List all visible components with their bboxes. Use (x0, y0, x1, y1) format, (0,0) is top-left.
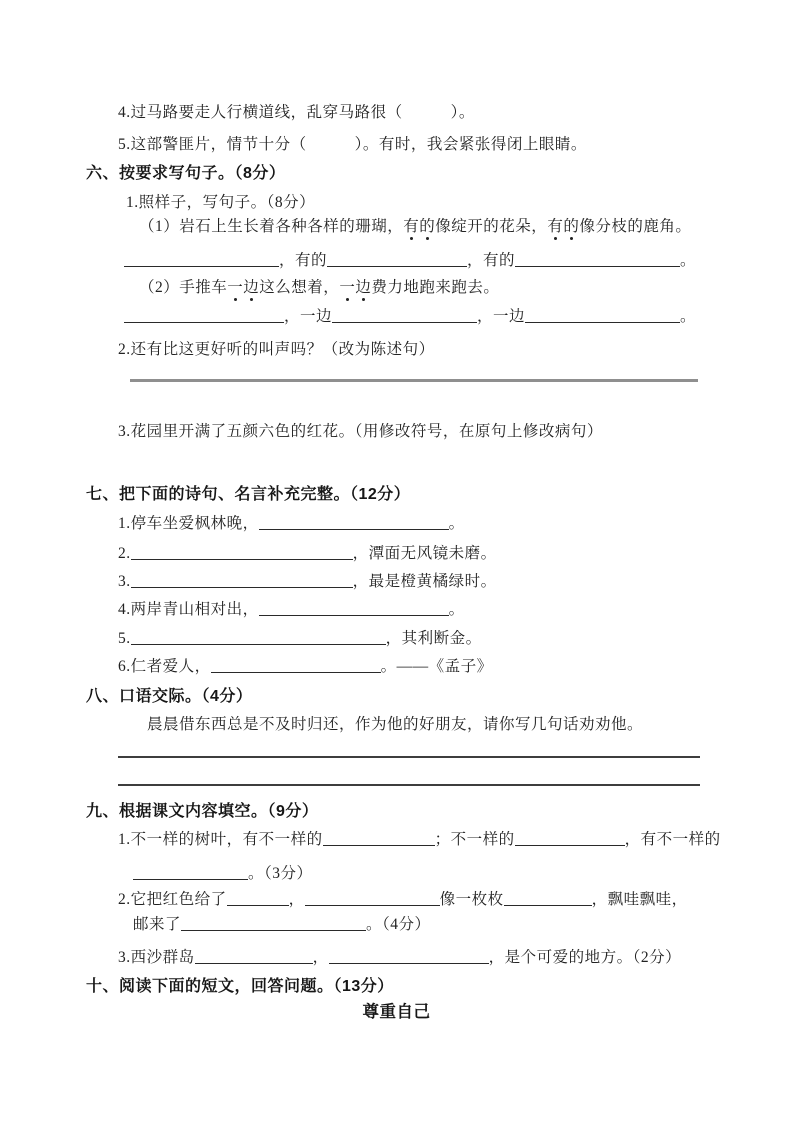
text-run: 八、口语交际。（4分） (86, 688, 253, 705)
text-run: 费力地跑来跑去。 (371, 279, 500, 296)
text-run: 像绽开的花朵， (435, 218, 548, 235)
text-run: 2. (118, 545, 131, 562)
section-8-header (86, 686, 252, 707)
fill-in-blank (131, 631, 386, 645)
text-run: 这么想着， (259, 279, 340, 296)
text-run: ，有的 (279, 252, 328, 269)
text-run: 。 (680, 308, 697, 325)
text-run: 晨晨借东西总是不及时归还，作为他的好朋友，请你写几句话劝劝他。 (147, 716, 644, 733)
emphasized-run: 一边 (339, 279, 372, 296)
text-run: （2）手推车 (139, 279, 228, 296)
text-run: 像分枝的鹿角。 (579, 218, 692, 235)
fill-in-blank (525, 309, 680, 323)
fill-in-blank (515, 253, 680, 267)
text-run: 3.花园里开满了五颜六色的红花。（用修改符号，在原句上修改病句） (118, 423, 603, 440)
text-run: ，有的 (467, 252, 516, 269)
section-6-q1-answer-2 (124, 306, 696, 327)
text-run: ， (288, 891, 305, 908)
emphasized-run: 一边 (227, 279, 260, 296)
word-fill-item-4 (118, 102, 475, 123)
text-run: ，最是橙黄橘绿时。 (352, 573, 497, 590)
text-run: ，飘哇飘哇， (591, 891, 688, 908)
section-6-q1-example-2 (139, 277, 499, 298)
text-run: 九、根据课文内容填空。（9分） (86, 803, 319, 820)
text-run: 。（3分） (248, 865, 313, 882)
text-run: 1.照样子，写句子。（8分） (126, 194, 316, 211)
fill-in-blank (259, 516, 449, 530)
section-6-header (86, 163, 285, 184)
text-run: 6.仁者爱人， (118, 658, 211, 675)
section-7-item-1 (118, 513, 465, 534)
text-run: 。——《孟子》 (380, 658, 493, 675)
fill-in-blank (259, 602, 449, 616)
text-run: ， (312, 949, 329, 966)
section-6-q1-example-1 (139, 216, 691, 237)
section-8-answer-rule-2 (118, 784, 700, 786)
text-run: ，是个可爱的地方。（2分） (488, 949, 682, 966)
section-7-item-5 (118, 628, 482, 649)
section-7-item-2 (118, 543, 497, 564)
text-run: 邮来了 (133, 916, 182, 933)
text-run: 像一枚枚 (439, 891, 504, 908)
fill-in-blank (332, 309, 477, 323)
section-6-q1-answer-1 (124, 250, 696, 271)
fill-in-blank (329, 950, 489, 964)
text-run: 。 (680, 252, 697, 269)
text-run: 3. (118, 573, 131, 590)
section-6-q2-answer-rule (130, 379, 698, 382)
fill-in-blank (504, 892, 592, 906)
text-run: （1）岩石上生长着各种各样的珊瑚， (139, 218, 404, 235)
section-9-header (86, 801, 318, 822)
text-run: 2.它把红色给了 (118, 891, 227, 908)
fill-in-blank (227, 892, 289, 906)
text-run: 六、按要求写句子。（8分） (86, 165, 286, 182)
section-10-header (86, 976, 394, 997)
text-run: 5. (118, 630, 131, 647)
fill-in-blank (323, 832, 435, 846)
fill-in-blank (131, 546, 353, 560)
text-run: ，其利断金。 (385, 630, 482, 647)
section-9-item-3 (118, 947, 681, 968)
text-run: ，潭面无风镜未磨。 (352, 545, 497, 562)
text-run: 4.两岸青山相对出， (118, 601, 259, 618)
section-7-item-4 (118, 599, 465, 620)
text-run: 尊重自己 (362, 1003, 431, 1021)
text-run: 1.停车坐爱枫林晚， (118, 515, 259, 532)
text-run: ；不一样的 (434, 831, 515, 848)
emphasized-run: 有的 (403, 218, 436, 235)
fill-in-blank (124, 309, 284, 323)
section-6-q2 (118, 339, 435, 360)
section-9-item-2-cont (133, 914, 431, 935)
fill-in-blank (124, 253, 279, 267)
section-7-item-3 (118, 571, 497, 592)
section-7-header (86, 484, 410, 505)
text-run: 2.还有比这更好听的叫声吗？（改为陈述句） (118, 341, 435, 358)
text-run: 。 (448, 601, 465, 618)
text-run: 十、阅读下面的短文，回答问题。（13分） (86, 978, 394, 995)
fill-in-blank (195, 950, 313, 964)
fill-in-blank (131, 574, 353, 588)
section-6-q1 (126, 192, 315, 213)
text-run: 3.西沙群岛 (118, 949, 195, 966)
text-run: ，一边 (284, 308, 333, 325)
text-run: 5.这部警匪片，情节十分（ ）。有时，我会紧张得闭上眼睛。 (118, 136, 587, 153)
text-run: 4.过马路要走人行横道线，乱穿马路很（ ）。 (118, 104, 475, 121)
text-run: 1.不一样的树叶，有不一样的 (118, 831, 323, 848)
section-8-prompt (147, 714, 643, 735)
section-9-item-1-cont (133, 863, 313, 884)
text-run: 。 (448, 515, 465, 532)
text-run: 七、把下面的诗句、名言补充完整。（12分） (86, 486, 411, 503)
section-9-item-2 (118, 889, 688, 910)
text-run: 。（4分） (366, 916, 431, 933)
fill-in-blank (327, 253, 467, 267)
fill-in-blank (211, 659, 381, 673)
fill-in-blank (305, 892, 440, 906)
section-7-item-6 (118, 656, 493, 677)
fill-in-blank (133, 866, 248, 880)
fill-in-blank (515, 832, 625, 846)
emphasized-run: 有的 (547, 218, 580, 235)
fill-in-blank (181, 917, 366, 931)
section-6-q3 (118, 421, 603, 442)
text-run: ，有不一样的 (624, 831, 721, 848)
word-fill-item-5 (118, 134, 587, 155)
section-9-item-1 (118, 829, 721, 850)
section-8-answer-rule-1 (118, 756, 700, 758)
reading-passage-title (0, 1002, 793, 1023)
text-run: ，一边 (477, 308, 526, 325)
